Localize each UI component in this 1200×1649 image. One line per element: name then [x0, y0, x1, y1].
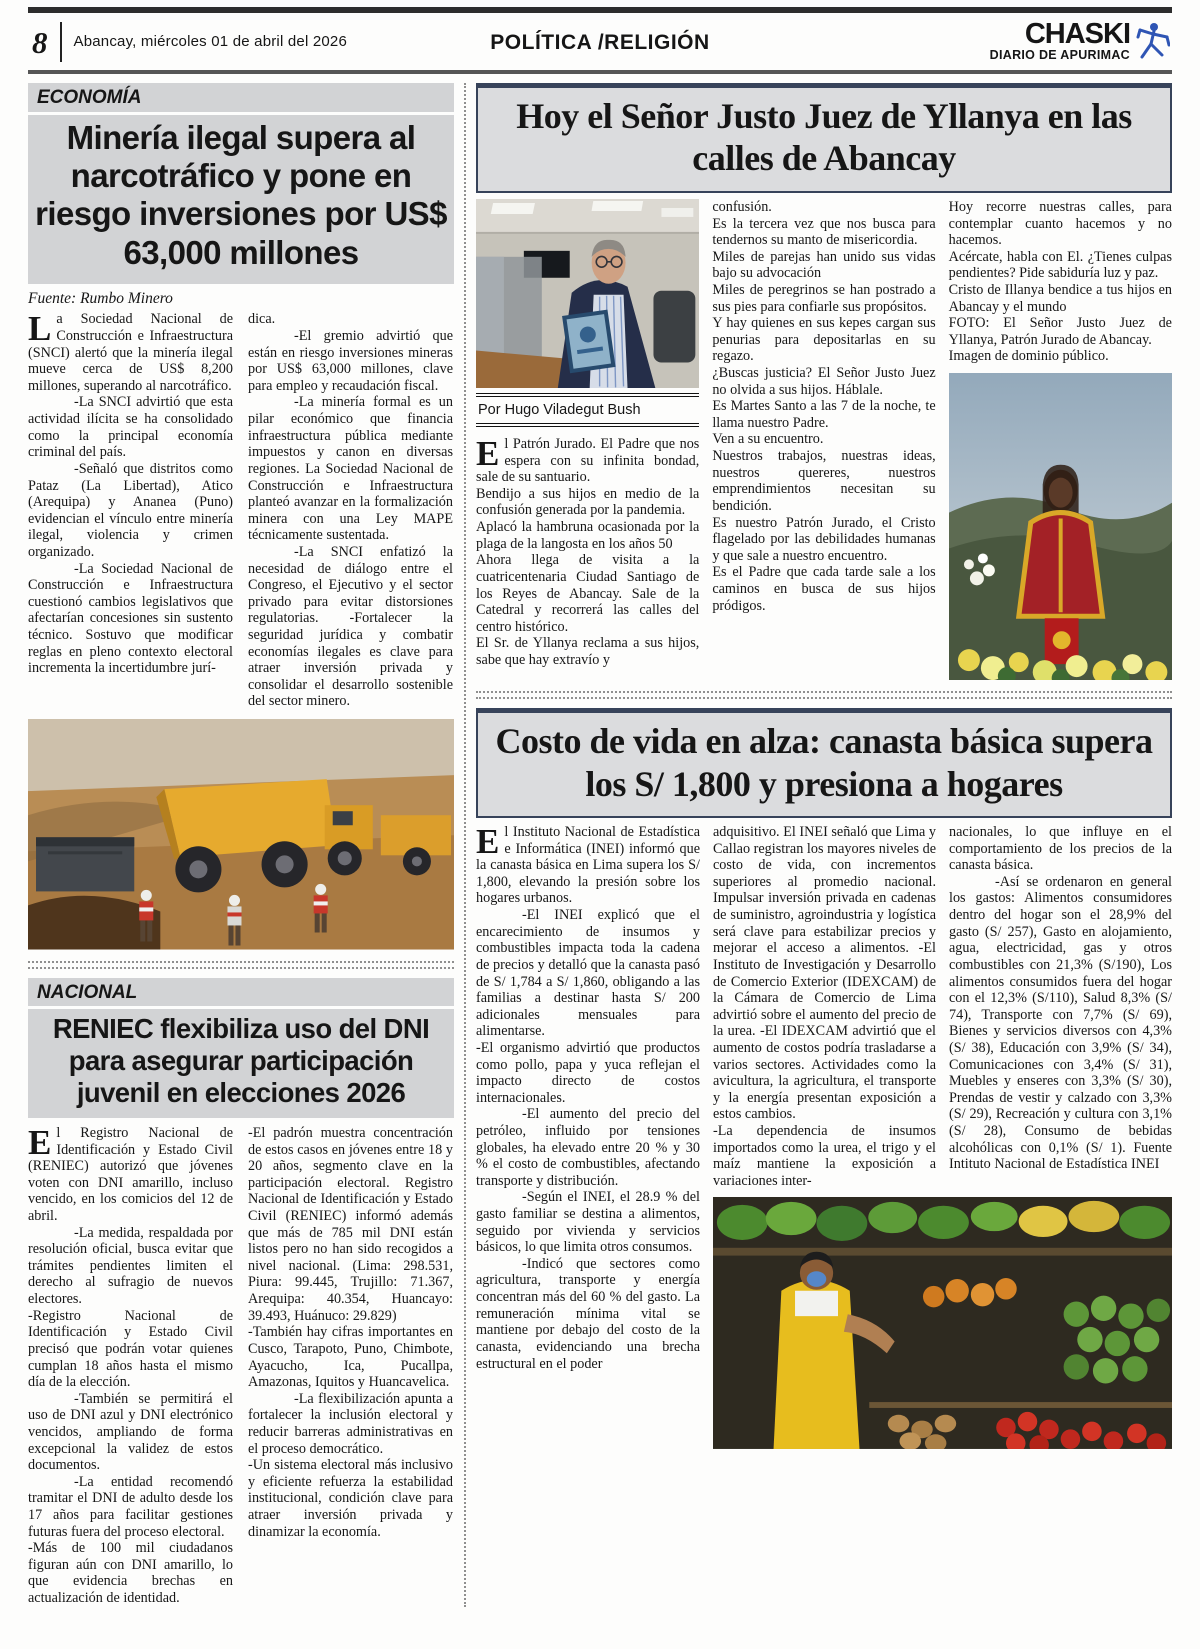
brand-title: CHASKI	[1024, 17, 1130, 50]
body-paragraph: -La entidad recomendó tramitar el DNI de adulto desde los 17 años para facilitar gestiones futuras fuera del proceso electoral.	[28, 1473, 233, 1540]
brand-subtitle: DIARIO DE APURIMAC	[989, 47, 1130, 62]
article-mineria	[28, 83, 454, 950]
article-column-2	[713, 824, 936, 1189]
body-paragraph: Cristo de Illanya bendice a tus hijos en Abancay y el mundo	[948, 281, 1172, 315]
page-body	[28, 83, 1172, 1607]
body-paragraph: Es nuestro Patrón Jurado, el Cristo flagelado por las debilidades humanas y que sale a nuestro encuentro.	[712, 514, 936, 564]
paragraph-list	[949, 199, 1172, 365]
body-paragraph: -El aumento del precio del petróleo, influido por tensiones globales, ha elevado entre 20 % y 30 % el costo de combustibles, afectando transporte y distribución.	[476, 1106, 700, 1189]
brand-block	[989, 17, 1170, 63]
paragraph-list	[476, 907, 700, 1372]
lead-paragraph: El Instituto Nacional de Estadística e Informática (INEI) informó que la canasta básica en Lima supera los S/ 1,800, elevando la presión sobre los hogares urbanos.	[476, 822, 700, 907]
left-column-block	[28, 83, 454, 1607]
kicker-economia: ECONOMÍA	[28, 83, 454, 112]
market-photo	[713, 1197, 1172, 1449]
section-divider	[476, 691, 1172, 699]
body-paragraph: Es Martes Santo a las 7 de la noche, te llama nuestro Padre.	[712, 398, 936, 431]
drop-cap: E	[476, 822, 500, 862]
body-paragraph: Acércate, habla con El. ¿Tienes culpas pendientes? Pide sabiduría luz y paz.	[948, 248, 1172, 282]
body-paragraph: -El gremio advirtió que están en riesgo inversiones mineras por US$ 63,000 millones, clave para empleo y recaudación fiscal.	[248, 328, 453, 394]
paragraph-list	[248, 311, 453, 710]
drop-cap: E	[476, 434, 500, 474]
header-rule	[28, 70, 1172, 74]
page-number: 8	[32, 24, 48, 60]
article-costo	[476, 708, 1172, 1449]
cristo-photo	[949, 373, 1172, 680]
article-columns	[476, 824, 1172, 1449]
body-paragraph: -La dependencia de insumos importados como la urea, el trigo y el maíz mantiene la exposición a variaciones inter-	[713, 1123, 936, 1189]
edition-date: Abancay, miércoles 01 de abril del 2026	[73, 32, 348, 50]
article-column-2	[712, 199, 935, 680]
body-paragraph: -La SNCI advirtió que esta actividad ilícita se ha consolidado como la principal economía criminal del país.	[28, 394, 233, 461]
article-columns	[28, 1122, 454, 1607]
body-paragraph: Es la tercera vez que nos busca para tendernos su manto de misericordia.	[712, 215, 936, 249]
article-column-1	[476, 199, 699, 680]
award-photo	[476, 199, 699, 388]
body-paragraph: El Sr. de Yllanya reclama a sus hijos, sabe que hay extravío y	[476, 635, 700, 668]
dancer-icon	[1136, 21, 1170, 63]
article-column-1	[28, 1122, 233, 1607]
body-paragraph: Imagen de dominio público.	[948, 348, 1109, 365]
vertical-divider	[464, 83, 468, 1607]
body-paragraph: nacionales, lo que influye en el comportamiento de los precios de la canasta básica.	[949, 824, 1172, 874]
paragraph-list	[949, 824, 1172, 1173]
article-yllanya	[476, 83, 1172, 680]
paragraph-list	[28, 1225, 233, 1607]
section-title: POLÍTICA /RELIGIÓN	[490, 30, 710, 54]
body-paragraph: -Más de 100 mil ciudadanos figuran aún con DNI amarillo, lo que evidencia brechas en actualización de identidad.	[28, 1540, 233, 1607]
body-paragraph: Es el Padre que cada tarde sale a los caminos en busca de sus hijos pródigos.	[712, 564, 936, 614]
body-paragraph: Miles de peregrinos se han postrado a sus pies para confiarle sus propósitos.	[712, 281, 936, 315]
mining-photo	[28, 719, 454, 950]
source-line: Fuente: Rumbo Minero	[28, 289, 173, 307]
article-column-1	[476, 824, 700, 1449]
body-paragraph: -La SNCI enfatizó la necesidad de diálogo entre el Congreso, el Ejecutivo y el sector privado para evitar distorsiones regulatorias. -Fortalecer la seguridad jurídica y combatir economías ilegales es clave para atraer inversión privada y consolidar el desarrollo sostenible del sector minero.	[248, 543, 453, 710]
body-paragraph: -También se permitirá el uso de DNI azul y DNI electrónico vencidos, ampliando de forma excepcional la validez de estos documentos.	[28, 1390, 233, 1474]
headline-yllanya: Hoy el Señor Justo Juez de Yllanya en las calles de Abancay	[476, 83, 1172, 193]
body-paragraph: -La minería formal es un pilar económico que financia infraestructura pública mediante impuestos y canon en diversas regiones. La Sociedad Nacional de Construcción e Infraestructura planteó avanzar en la formalización minera con una Ley MAPE técnicamente sustentada.	[248, 394, 453, 544]
photo-caption: Por Hugo Viladegut Bush	[476, 393, 699, 427]
paragraph-list	[28, 394, 233, 676]
body-paragraph: Miles de parejas han unido sus vidas bajo su advocación	[712, 248, 936, 282]
body-paragraph: Nuestros trabajos, nuestras ideas, nuestros quereres, nuestros emprendimientos necesitan su bendición.	[712, 448, 936, 514]
body-paragraph: adquisitivo. El INEI señaló que Lima y Callao registran los mayores niveles de costo de vida, con incrementos superiores al promedio nacional. Impulsar inversión privada en cadenas de suministro, agroindustria y logística será clave para estabilizar precios y mejorar el acceso a alimentos. -El Instituto de Investigación y Desarrollo de Comercio Exterior (IDEXCAM) de la Cámara de Comercio de Lima advirtió sobre el aumento del precio de la urea. -El IDEXCAM advirtió que el aumento de costos podría trasladarse a varios sectores. Actividades como la avicultura, la agricultura, el transporte y la energía presentan exposición a estos cambios.	[713, 824, 936, 1123]
body-paragraph: -El padrón muestra concentración de estos casos en jóvenes entre 18 y 20 años, segmento clave en la participación electoral. Registro Nacional de Identificación y Estado Civil (RENIEC) informó además que más de 785 mil DNI están listos pero no han sido recogidos a nivel nacional. (Lima: 298.531, Piura: 99.445, Trujillo: 71.367, Arequipa: 40.354, Huancayo: 39.493, Huánuco: 29.829)	[248, 1124, 453, 1324]
kicker-nacional: NACIONAL	[28, 978, 454, 1007]
body-paragraph: ¿Buscas justicia? El Señor Justo Juez no olvida a sus hijos. Háblale.	[712, 365, 936, 398]
body-paragraph: -El organismo advirtió que productos como pollo, papa y yuca reflejan el impacto directo de costos internacionales.	[476, 1039, 700, 1106]
article-column-2	[248, 311, 453, 710]
body-paragraph: -Un sistema electoral más inclusivo y eficiente refuerza la estabilidad institucional, condición clave para atraer inversión privada y dinamizar la economía.	[248, 1457, 453, 1540]
body-paragraph: -El INEI explicó que el encarecimiento de insumos y combustibles impacta toda la cadena de precios y detalló que la canasta pasó de S/ 1,784 a S/ 1,860, obligando a las familias a destinar hasta S/ 200 adicionales mensuales para alimentarse.	[476, 907, 700, 1040]
headline-mineria: Minería ilegal supera al narcotráfico y pone en riesgo inversiones por US$ 63,000 millones	[28, 115, 454, 284]
lead-paragraph: La Sociedad Nacional de Construcción e Infraestructura (SNCI) alertó que la minería ilegal mueve cerca de US$ 8,200 millones, superando al narcotráfico.	[28, 309, 233, 394]
section-divider	[28, 961, 454, 969]
paragraph-list	[713, 824, 936, 1189]
lead-paragraph: El Registro Nacional de Identificación y Estado Civil (RENIEC) autorizó que jóvenes voten con DNI amarillo, incluso vencido, en los comicios del 12 de abril.	[28, 1122, 233, 1225]
body-paragraph: -Así se ordenaron en general los gastos: Alimentos consumidores dentro del hogar son el 28,9% del gasto (S/ 257), Gasto en alojamiento, agua, electricidad, gas y otros combustibles con 21,3% (S/190), Los alimentos consumidos fuera del hogar con el 12,3% (S/110), Salud 8,3% (S/ 74), Transporte con 7,7% (S/ 69), Bienes y servicios diversos con 4,3% (S/ 38), Educación con 3,9% (S/ 34), Comunicaciones con 3,4% (S/ 31), Muebles y enseres con 3,3% (S/ 30), Prendas de vestir y calzado con 3,3% (S/ 29), Recreación y cultura con 3,1% (S/ 28), Consumo de bebidas alcohólicas con 0,1% (S/ 1). Fuente Intituto Nacional de Estadística INEI	[949, 873, 1172, 1173]
paragraph-list	[248, 1125, 453, 1540]
body-paragraph: -También hay cifras importantes en Cusco, Tarapoto, Puno, Chimbote, Ayacucho, Ica, Pucallpa, Amazonas, Iquitos y Huancavelica.	[248, 1324, 453, 1391]
article-columns	[476, 199, 1172, 680]
body-paragraph: FOTO: El Señor Justo Juez de Yllanya, Patrón Jurado de Abancay.	[948, 315, 1172, 348]
body-paragraph: Ahora llega de visita a la cuatricentenaria Ciudad Santiago de los Reyes de Abancay. Sale de la Catedral y recorrerá las calles del centro histórico.	[476, 552, 700, 635]
body-paragraph: -Indicó que sectores como agricultura, transporte y energía concentran más del 60 % del gasto. La remuneración mínima vital se mantiene por debajo del costo de la canasta, evidenciando una brecha estructural en el poder	[476, 1255, 700, 1372]
body-paragraph: confusión.	[712, 198, 772, 215]
body-paragraph: Bendijo a sus hijos en medio de la confusión generada por la pandemia.	[476, 485, 700, 519]
article-reniec	[28, 978, 454, 1607]
body-paragraph: dica.	[248, 311, 276, 328]
lead-paragraph: El Patrón Jurado. El Padre que nos espera con su infinita bondad, sale de su santuario.	[476, 434, 700, 486]
article-column-3	[949, 824, 1172, 1189]
article-column-3	[949, 199, 1172, 680]
article-column-2	[248, 1125, 453, 1607]
body-paragraph: -Registro Nacional de Identificación y Estado Civil precisó que podrán votar quienes cumplan 18 años hasta el mismo día de la elección.	[28, 1307, 233, 1391]
body-paragraph: Hoy recorre nuestras calles, para contemplar cuanto hacemos y no hacemos.	[948, 198, 1172, 249]
drop-cap: E	[28, 1122, 52, 1162]
right-column-block	[476, 83, 1172, 1607]
paragraph-list	[712, 199, 935, 614]
body-paragraph: -La medida, respaldada por resolución oficial, busca evitar que trámites pendientes limiten el derecho al sufragio de nuevos electores.	[28, 1224, 233, 1308]
body-paragraph: -Según el INEI, el 28.9 % del gasto familiar se destina a alimentos, seguido por vivienda y servicios básicos, lo que limita otros consumos.	[476, 1189, 700, 1256]
paragraph-list	[476, 486, 699, 669]
headline-costo: Costo de vida en alza: canasta básica supera los S/ 1,800 y presiona a hogares	[476, 708, 1172, 818]
article-columns-right	[713, 824, 1172, 1449]
drop-cap: L	[28, 309, 52, 349]
headline-reniec: RENIEC flexibiliza uso del DNI para asegurar participación juvenil en elecciones 2026	[28, 1009, 454, 1118]
body-paragraph: -Señaló que distritos como Pataz (La Libertad), Atico (Arequipa) y Ananea (Puno) evidencian el vínculo entre minería ilegal, violencia y crimen organizado.	[28, 460, 233, 560]
article-column-1	[28, 311, 233, 710]
article-columns	[28, 311, 454, 710]
page-header	[28, 13, 1172, 70]
body-paragraph: -La Sociedad Nacional de Construcción e Infraestructura cuestionó cambios legislativos que afectarían concesiones sin sustento técnico. Sostuvo que modificar reglas en pleno contexto electoral incrementa la incertidumbre jurí-	[28, 560, 233, 677]
body-paragraph: Ven a su encuentro.	[712, 431, 824, 448]
body-paragraph: -La flexibilización apunta a fortalecer la inclusión electoral y reducir barreras administrativas en el proceso democrático.	[248, 1390, 453, 1457]
body-paragraph: Y hay quienes en sus kepes cargan sus penurias para depositarlas en su regazo.	[712, 315, 936, 365]
body-paragraph: Aplacó la hambruna ocasionada por la plaga de la langosta en los años 50	[476, 519, 700, 552]
